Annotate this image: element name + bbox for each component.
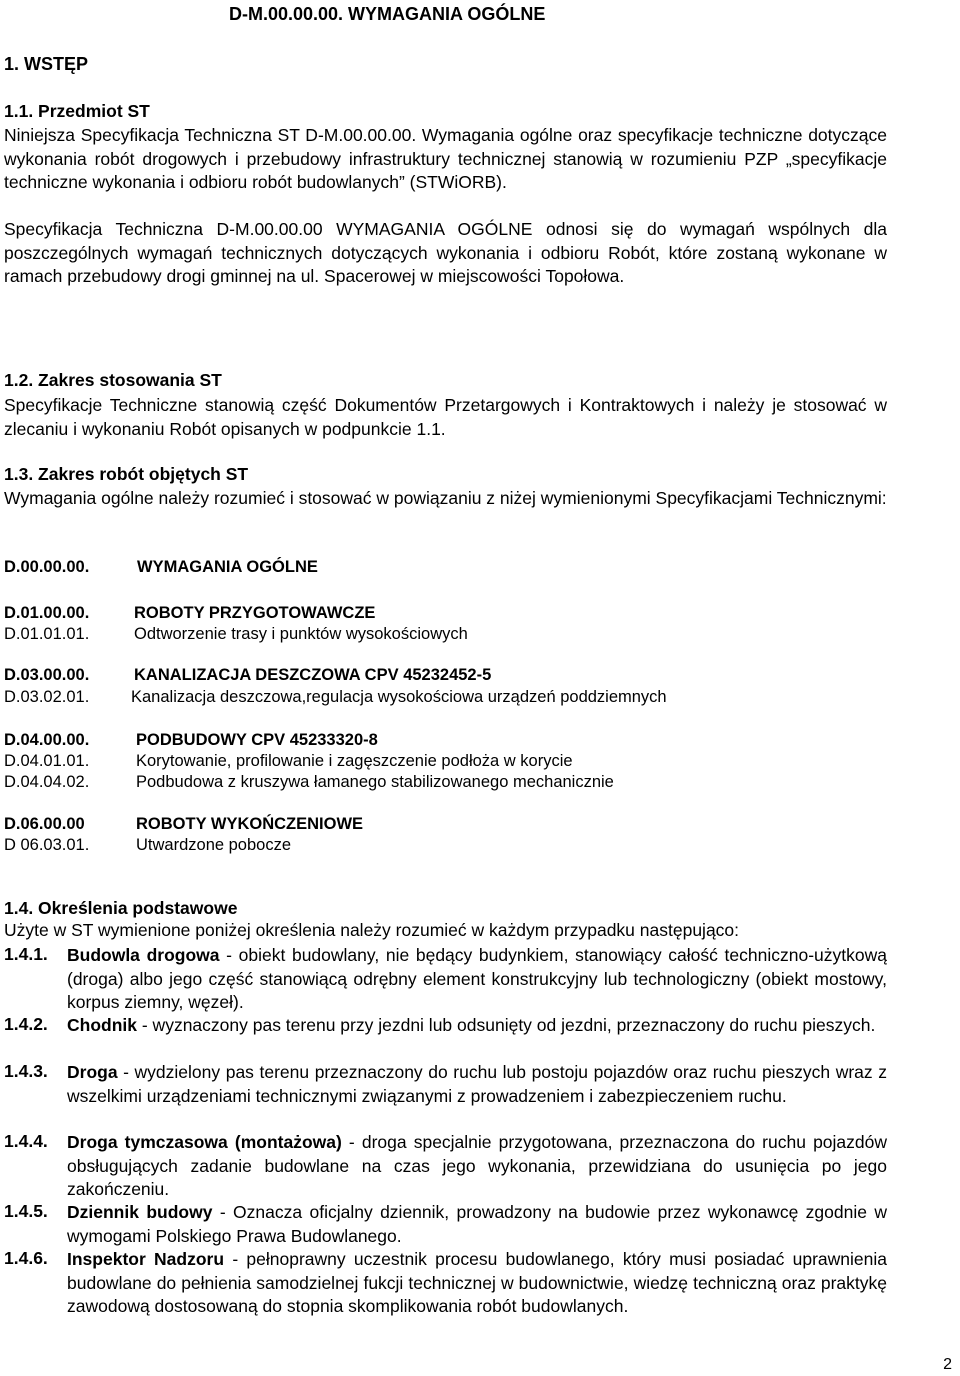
spec-desc: ROBOTY WYKOŃCZENIOWE: [136, 815, 364, 833]
definition-text: - pełnoprawny uczestnik procesu budowlanego, który musi posiadać uprawnienia budowlane do pełnienia samodzielnej fukcji technicznej w budownictwie, wiedzę techniczną oraz praktykę zawodową dostosowaną do stopnia skomplikowania robót budowlanych.: [67, 1249, 887, 1316]
definition-number: 1.4.1.: [4, 944, 48, 964]
spec-desc: Odtworzenie trasy i punktów wysokościowych: [134, 625, 468, 643]
spec-desc: KANALIZACJA DESZCZOWA CPV 45232452-5: [134, 666, 492, 684]
spec-code: D 06.03.01.: [4, 836, 90, 854]
paragraph-1-4-intro: Użyte w ST wymienione poniżej określenia należy rozumieć w każdym przypadku następująco:: [4, 920, 740, 940]
spec-desc: Utwardzone pobocze: [136, 836, 292, 854]
definition-term: Dziennik budowy: [67, 1202, 213, 1222]
spec-code: D.04.01.01.: [4, 752, 90, 770]
section-heading-wstep: 1. WSTĘP: [4, 54, 89, 74]
paragraph-1-2: Specyfikacje Techniczne stanowią część Dokumentów Przetargowych i Kontraktowych i należy je stosować w zlecaniu i wykonaniu Robót opisanych w podpunkcie 1.1.: [4, 395, 887, 439]
definition-term: Budowla drogowa: [67, 945, 220, 965]
definition-term: Inspektor Nadzoru: [67, 1249, 225, 1269]
definition-number: 1.4.6.: [4, 1248, 48, 1268]
definition-number: 1.4.4.: [4, 1131, 48, 1151]
definition-item: [67, 1131, 887, 1202]
definition-text: - droga specjalnie przygotowana, przeznaczona do ruchu pojazdów obsługujących zadanie budowlane na czas jego wykonania, przewidziana do usunięcia po jego zakończeniu.: [67, 1132, 888, 1199]
spec-desc: WYMAGANIA OGÓLNE: [137, 558, 318, 576]
spec-desc: ROBOTY PRZYGOTOWAWCZE: [134, 604, 376, 622]
spec-desc: Kanalizacja deszczowa,regulacja wysokościowa urządzeń poddziemnych: [131, 688, 667, 706]
subsection-heading-1-2: 1.2. Zakres stosowania ST: [4, 370, 222, 390]
definition-text: - obiekt budowlany, nie będący budynkiem, stanowiący całość techniczno-użytkową (droga) albo jego część stanowiącą odrębny element konstrukcyjny lub technologiczny (obiekt mostowy, korpus ziemny, węzeł).: [67, 945, 887, 1012]
definition-term: Chodnik: [67, 1015, 137, 1035]
spec-code: D.01.00.00.: [4, 604, 90, 622]
definition-term: Droga tymczasowa (montażowa): [67, 1132, 342, 1152]
definition-item: [67, 1061, 887, 1108]
paragraph-1-1-a: Niniejsza Specyfikacja Techniczna ST D-M.00.00.00. Wymagania ogólne oraz specyfikacje techniczne dotyczące wykonania robót drogowych i przebudowy infrastruktury technicznej stanowią w rozumieniu PZP „specyfikacje techniczne wykonania i odbioru robót budowlanych” (STWiORB).: [4, 125, 887, 192]
definition-number: 1.4.5.: [4, 1201, 48, 1221]
definition-text: - wydzielony pas terenu przeznaczony do ruchu lub postoju pojazdów oraz ruchu pieszych wraz z wszelkimi urządzeniami technicznymi związanymi z prowadzeniem i zabezpieczeniem ruchu.: [67, 1062, 887, 1106]
subsection-heading-1-3: 1.3. Zakres robót objętych ST: [4, 464, 249, 484]
page-header-title: D-M.00.00.00. WYMAGANIA OGÓLNE: [229, 4, 546, 24]
subsection-heading-1-1: 1.1. Przedmiot ST: [4, 101, 150, 121]
definition-text: - wyznaczony pas terenu przy jezdni lub odsunięty od jezdni, przeznaczony do ruchu pieszych.: [137, 1015, 876, 1035]
definition-number: 1.4.3.: [4, 1061, 48, 1081]
spec-code: D.01.01.01.: [4, 625, 90, 643]
paragraph-1-3: Wymagania ogólne należy rozumieć i stosować w powiązaniu z niżej wymienionymi Specyfikacjami Technicznymi:: [4, 488, 887, 508]
definition-item: [67, 944, 887, 1015]
spec-code: D.03.00.00.: [4, 666, 90, 684]
subsection-heading-1-4: 1.4. Określenia podstawowe: [4, 898, 238, 918]
definition-number: 1.4.2.: [4, 1014, 48, 1034]
definition-item: [67, 1248, 887, 1319]
definition-text: - Oznacza oficjalny dziennik, prowadzony na budowie przez wykonawcę zgodnie w wymogami Polskiego Prawa Budowlanego.: [67, 1202, 887, 1246]
spec-desc: Podbudowa z kruszywa łamanego stabilizowanego mechanicznie: [136, 773, 614, 791]
spec-code: D.06.00.00: [4, 815, 85, 833]
spec-code: D.04.00.00.: [4, 731, 90, 749]
definition-term: Droga: [67, 1062, 118, 1082]
spec-desc: Korytowanie, profilowanie i zagęszczenie podłoża w korycie: [136, 752, 573, 770]
spec-code: D.03.02.01.: [4, 688, 90, 706]
spec-code: D.04.04.02.: [4, 773, 90, 791]
spec-code: D.00.00.00.: [4, 558, 90, 576]
definition-item: [67, 1201, 887, 1248]
definition-item: [67, 1014, 887, 1038]
spec-desc: PODBUDOWY CPV 45233320-8: [136, 731, 378, 749]
page-number: 2: [943, 1356, 952, 1373]
paragraph-1-1-b: Specyfikacja Techniczna D-M.00.00.00 WYMAGANIA OGÓLNE odnosi się do wymagań wspólnych dla poszczególnych wymagań technicznych dotyczących wykonania i odbioru Robót, które zostaną wykonane w ramach przebudowy drogi gminnej na ul. Spacerowej w miejscowości Topołowa.: [4, 219, 887, 286]
